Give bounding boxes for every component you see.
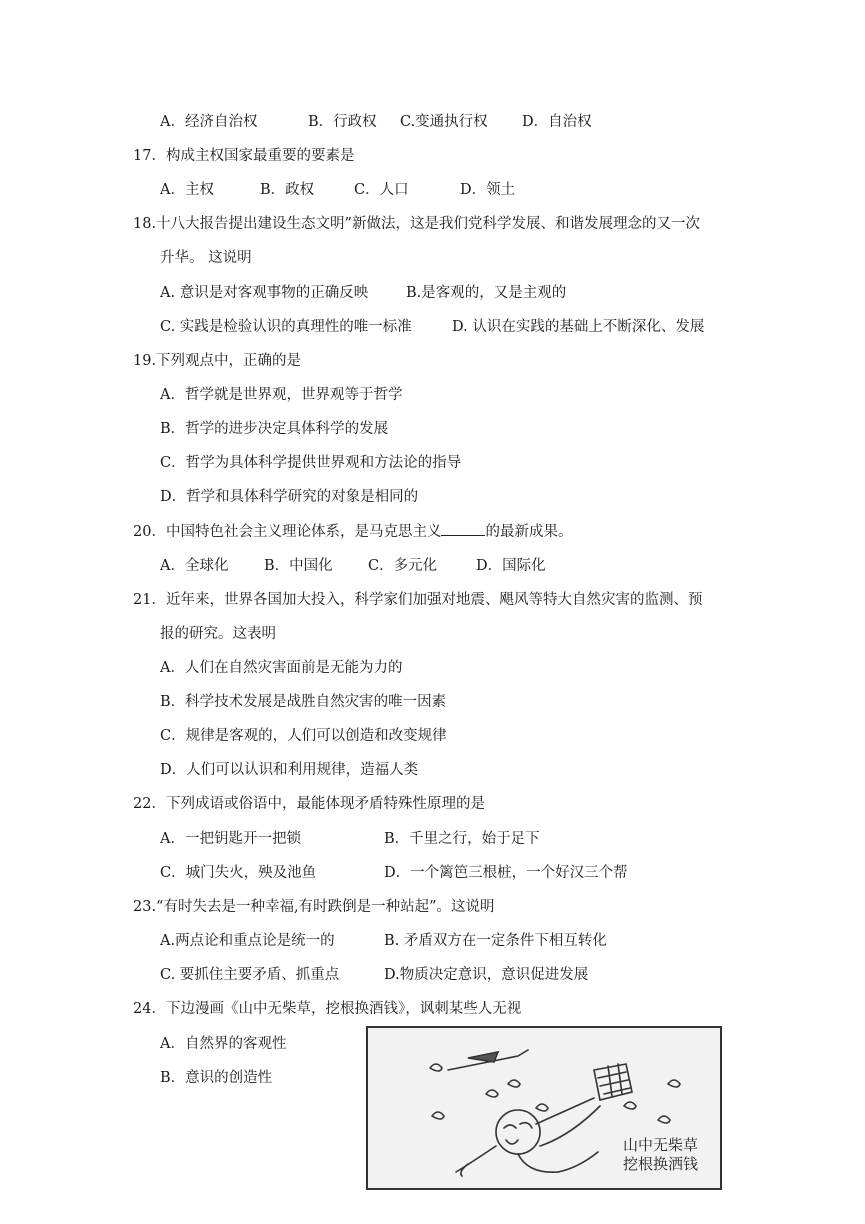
q23-option-c: C. 要抓住主要矛盾、抓重点 <box>160 967 340 983</box>
q18-options-row1 <box>160 283 567 303</box>
q20-stem <box>133 521 572 542</box>
q21-option-c: C．规律是客观的，人们可以创造和改变规律 <box>160 728 447 744</box>
q19-stem: 19.下列观点中，正确的是 <box>133 353 302 369</box>
q20-stem-after: 的最新成果。 <box>485 524 573 540</box>
q22-option-d: D．一个篱笆三根桩，一个好汉三个帮 <box>384 865 628 881</box>
q20-option-d: D．国际化 <box>476 558 546 574</box>
q20-stem-before: 20．中国特色社会主义理论体系，是马克思主义 <box>133 524 442 540</box>
q16-option-c: C.变通执行权 <box>400 114 488 130</box>
q19-option-b: B．哲学的进步决定具体科学的发展 <box>160 421 389 437</box>
q17-option-b: B．政权 <box>260 182 315 198</box>
q17-stem: 17．构成主权国家最重要的要素是 <box>133 148 355 164</box>
q20-option-c: C．多元化 <box>368 558 438 574</box>
q23-option-b: B. 矛盾双方在一定条件下相互转化 <box>384 933 607 949</box>
q22-options-row2 <box>160 863 628 883</box>
q23-options-row1 <box>160 931 607 951</box>
q19-option-a: A．哲学就是世界观，世界观等于哲学 <box>160 387 403 403</box>
q17-option-a: A．主权 <box>160 182 214 198</box>
cartoon-caption-line1: 山中无柴草 <box>622 1136 698 1154</box>
cartoon-image <box>366 1026 722 1190</box>
q20-options <box>160 556 546 576</box>
q22-stem: 22．下列成语或俗语中，最能体现矛盾特殊性原理的是 <box>133 796 485 812</box>
q18-option-d: D. 认识在实践的基础上不断深化、发展 <box>452 319 705 335</box>
q22-option-c: C．城门失火，殃及池鱼 <box>160 865 317 881</box>
q17-options <box>160 180 516 200</box>
q24-option-b: B．意识的创造性 <box>160 1070 273 1086</box>
q20-option-b: B．中国化 <box>264 558 333 574</box>
q23-option-a: A.两点论和重点论是统一的 <box>160 933 335 949</box>
q17-option-d: D．领土 <box>460 182 516 198</box>
q16-option-a: A．经济自治权 <box>160 114 258 130</box>
q18-stem-line1: 18.十八大报告提出建设生态文明”新做法，这是我们党科学发展、和谐发展理念的又一次 <box>133 216 700 232</box>
q21-option-b: B．科学技术发展是战胜自然灾害的唯一因素 <box>160 694 447 710</box>
q18-stem-line2: 升华。 这说明 <box>160 250 252 266</box>
q18-option-c: C. 实践是检验认识的真理性的唯一标准 <box>160 319 412 335</box>
q23-option-d: D.物质决定意识，意识促进发展 <box>384 967 589 983</box>
q18-options-row2 <box>160 317 705 337</box>
q22-option-a: A．一把钥匙开一把锁 <box>160 831 301 847</box>
q21-stem-line2: 报的研究。这表明 <box>160 626 276 642</box>
q18-option-a: A. 意识是对客观事物的正确反映 <box>160 285 369 301</box>
q16-option-d: D．自治权 <box>522 114 592 130</box>
q19-option-c: C．哲学为具体科学提供世界观和方法论的指导 <box>160 455 462 471</box>
q17-option-c: C．人口 <box>354 182 409 198</box>
cartoon-caption <box>623 1136 698 1174</box>
q16-options <box>160 112 592 132</box>
q19-option-d: D．哲学和具体科学研究的对象是相同的 <box>160 489 419 505</box>
q18-option-b: B.是客观的，又是主观的 <box>406 285 567 301</box>
q22-options-row1 <box>160 829 540 849</box>
q21-option-d: D．人们可以认识和利用规律，造福人类 <box>160 762 419 778</box>
q23-stem: 23.“有时失去是一种幸福,有时跌倒是一种站起”。这说明 <box>133 899 495 915</box>
q20-blank <box>441 521 485 536</box>
q16-option-b: B．行政权 <box>308 114 377 130</box>
q24-option-a: A．自然界的客观性 <box>160 1036 287 1052</box>
q24-stem: 24．下边漫画《山中无柴草，挖根换酒钱》，讽刺某些人无视 <box>133 1001 522 1017</box>
cartoon-caption-line2: 挖根换洒钱 <box>622 1155 698 1173</box>
q23-options-row2 <box>160 965 589 985</box>
q21-stem-line1: 21．近年来，世界各国加大投入，科学家们加强对地震、飓风等特大自然灾害的监测、预 <box>133 592 703 608</box>
q20-option-a: A．全球化 <box>160 558 229 574</box>
q22-option-b: B．千里之行，始于足下 <box>384 831 540 847</box>
q21-option-a: A．人们在自然灾害面前是无能为力的 <box>160 660 403 676</box>
